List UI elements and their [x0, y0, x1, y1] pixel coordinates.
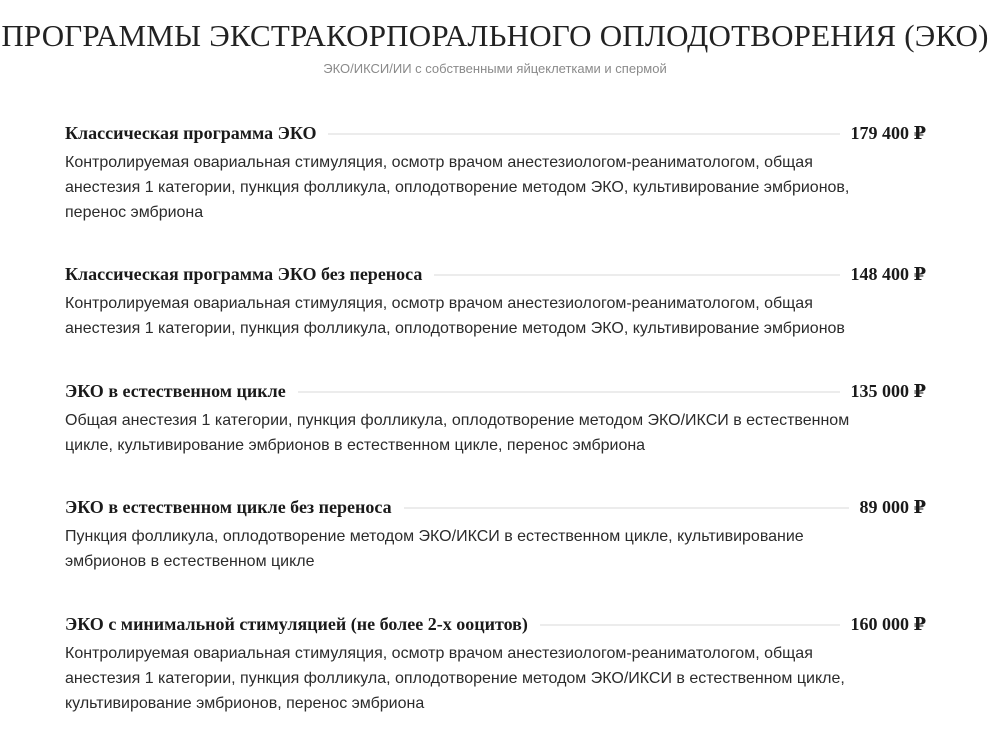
- price-leader-line: [404, 507, 850, 509]
- description-line: Пункция фолликула, оплодотворение методом ЭКО/ИКСИ в естественном цикле, культивирование: [65, 528, 804, 545]
- program-price: 179 400 ₽: [850, 122, 926, 143]
- program-item: [65, 262, 926, 379]
- program-name: Классическая программа ЭКО: [65, 122, 317, 143]
- program-header: [65, 121, 926, 145]
- program-price: 160 000 ₽: [850, 613, 926, 634]
- description-line: культивирование эмбрионов, перенос эмбриона: [65, 695, 425, 712]
- page-title: ПРОГРАММЫ ЭКСТРАКОРПОРАЛЬНОГО ОПЛОДОТВОРЕНИЯ (ЭКО): [1, 18, 989, 53]
- program-item: [65, 612, 926, 716]
- program-header: [65, 495, 926, 519]
- description-line: Контролируемая овариальная стимуляция, осмотр врачом анестезиологом-реаниматологом, общая: [65, 154, 813, 171]
- program-header: [65, 262, 926, 286]
- description-line: анестезия 1 категории, пункция фолликула, оплодотворение методом ЭКО, культивирование эмбрионов: [65, 320, 845, 337]
- description-line: Общая анестезия 1 категории, пункция фолликула, оплодотворение методом ЭКО/ИКСИ в естественном: [65, 412, 850, 429]
- description-line: перенос эмбриона: [65, 204, 204, 221]
- description-line: анестезия 1 категории, пункция фолликула, оплодотворение методом ЭКО, культивирование эмбрионов,: [65, 179, 850, 196]
- description-line: эмбрионов в естественном цикле: [65, 553, 315, 570]
- price-leader-line: [328, 133, 840, 135]
- program-price: 89 000 ₽: [859, 496, 926, 517]
- price-leader-line: [540, 624, 841, 626]
- description-line: Контролируемая овариальная стимуляция, осмотр врачом анестезиологом-реаниматологом, общая: [65, 645, 813, 662]
- program-description: [65, 291, 926, 341]
- program-item: [65, 121, 926, 262]
- program-price: 148 400 ₽: [850, 263, 926, 284]
- description-line: цикле, культивирование эмбрионов в естественном цикле, перенос эмбриона: [65, 437, 646, 454]
- program-price: 135 000 ₽: [850, 380, 926, 401]
- program-name: Классическая программа ЭКО без переноса: [65, 263, 423, 284]
- program-name: ЭКО в естественном цикле без переноса: [65, 496, 392, 517]
- program-header: [65, 612, 926, 636]
- program-list: [65, 121, 926, 716]
- page-subtitle: ЭКО/ИКСИ/ИИ с собственными яйцеклетками и спермой: [323, 61, 667, 76]
- program-header: [65, 379, 926, 403]
- price-leader-line: [298, 391, 841, 393]
- program-description: [65, 641, 926, 716]
- description-line: Контролируемая овариальная стимуляция, осмотр врачом анестезиологом-реаниматологом, общая: [65, 295, 813, 312]
- program-description: [65, 524, 926, 574]
- program-description: [65, 408, 926, 458]
- program-description: [65, 150, 926, 225]
- program-name: ЭКО с минимальной стимуляцией (не более 2-х ооцитов): [65, 613, 528, 634]
- program-name: ЭКО в естественном цикле: [65, 380, 286, 401]
- program-item: [65, 379, 926, 495]
- description-line: анестезия 1 категории, пункция фолликула, оплодотворение методом ЭКО/ИКСИ в естественном цикле,: [65, 670, 845, 687]
- program-item: [65, 495, 926, 612]
- price-leader-line: [434, 274, 840, 276]
